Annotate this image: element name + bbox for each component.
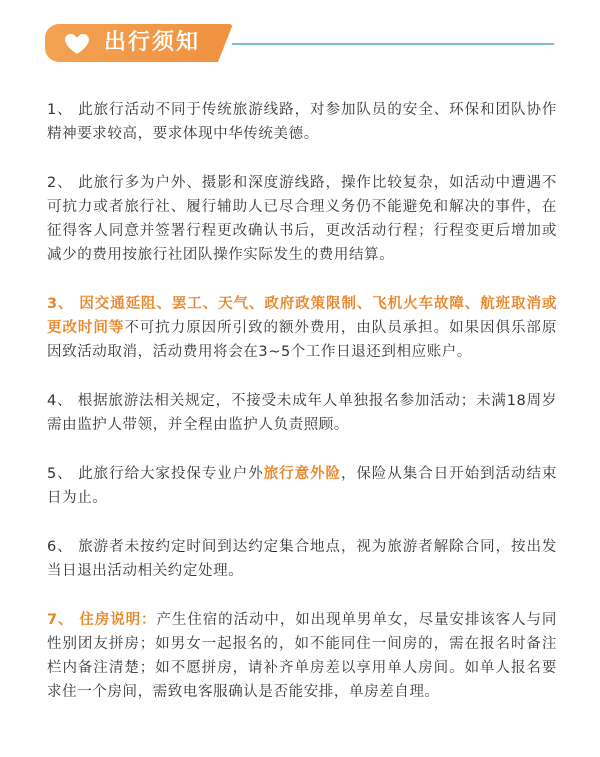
notice-text: 不可抗力原因所引致的额外费用，由队员承担。如果因俱乐部原因致活动取消，活动费用将会在3~5个工作日退还到相应账户。: [47, 320, 557, 360]
notice-item: [47, 292, 557, 364]
section-header: [0, 0, 600, 80]
notice-item: [47, 98, 557, 146]
notice-text: 6、 旅游者未按约定时间到达约定集合地点，视为旅游者解除合同，按出发当日退出活动相关约定处理。: [47, 539, 557, 579]
notice-text: ，保险从集合日开始到活动结束日为止。: [47, 466, 557, 506]
highlight-text: 3、 因交通延阻、罢工、天气、政府政策限制、飞机火车故障、航班取消或更改时间等: [47, 296, 557, 336]
header-divider: [232, 43, 554, 45]
notice-text: 产生住宿的活动中，如出现单男单女，尽量安排该客人与同性别团友拼房；如男女一起报名的，如不能同住一间房的，需在报名时备注栏内备注清楚；如不愿拼房，请补齐单房差以享用单人房间。如单人报名要求住一个房间，需致电客服确认是否能安排，单房差自理。: [47, 612, 558, 700]
page-title: 出行须知: [104, 30, 201, 55]
notice-item: [47, 171, 557, 267]
notice-item: [47, 462, 557, 510]
notice-list: [47, 98, 557, 729]
notice-text: 1、 此旅行活动不同于传统旅游线路，对参加队员的安全、环保和团队协作精神要求较高，要求体现中华传统美德。: [47, 102, 557, 142]
heart-icon: [64, 33, 90, 55]
highlight-text: 旅行意外险: [263, 466, 341, 482]
notice-text: 5、 此旅行给大家投保专业户外: [47, 466, 264, 482]
highlight-text: 7、 住房说明：: [47, 612, 157, 628]
notice-text: 4、 根据旅游法相关规定，不接受未成年人单独报名参加活动；未满18周岁需由监护人带领，并全程由监护人负责照顾。: [47, 393, 557, 433]
notice-item: [47, 389, 557, 437]
notice-text: 2、 此旅行多为户外、摄影和深度游线路，操作比较复杂，如活动中遭遇不可抗力或者旅行社、履行辅助人已尽合理义务仍不能避免和解决的事件，在征得客人同意并签署行程更改确认书后，更改活动行程；行程变更后增加或减少的费用按旅行社团队操作实际发生的费用结算。: [47, 175, 557, 263]
notice-item: [47, 535, 557, 583]
notice-item: [47, 608, 557, 704]
